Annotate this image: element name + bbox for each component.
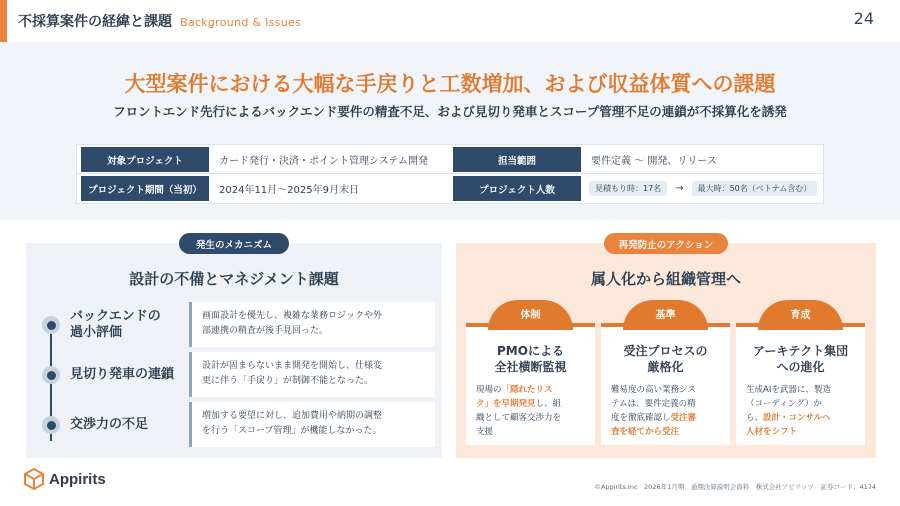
headcount-estimate-pill: 見積もり時：17名 <box>589 181 667 196</box>
highlight-text: 人材をシフト <box>746 427 798 437</box>
footer-note: ©Appirits.Inc 2026年1月期 通期決算説明会資料 株式会社アピリッツ 証券コード：4174 <box>594 483 876 491</box>
timeline-dot-icon <box>42 316 60 334</box>
card-body <box>746 383 861 439</box>
company-logo <box>24 468 106 490</box>
body-text: テムは、要件定義の精 <box>611 399 696 409</box>
headcount-label: プロジェクト人数 <box>453 176 581 201</box>
highlight-text: 査を経てから受注 <box>611 427 680 437</box>
action-card <box>601 309 730 445</box>
cause-description: 設計が固まらないまま開発を開始し、仕様変 更に伴う「手戻り」が制御不能となった。 <box>189 352 435 397</box>
body-text: 度を徹底確認し <box>611 413 671 423</box>
actions-title: 属人化から組織管理へ <box>590 270 741 288</box>
timeline-dot-icon <box>42 366 60 384</box>
header-accent-bar <box>0 0 7 42</box>
card-body <box>611 383 726 439</box>
action-card <box>736 309 865 445</box>
card-body-line <box>476 411 591 425</box>
mechanism-panel <box>26 239 442 458</box>
period-value: 2024年11月〜2025年9月末日 <box>219 185 359 196</box>
action-card <box>466 309 595 445</box>
page-header <box>0 0 900 42</box>
body-text: 難易度の高い業務シス <box>611 385 696 395</box>
main-subtitle: フロントエンド先行によるバックエンド要件の精査不足、および見切り発車とスコープ管理不足の連鎖が不採算化を誘発 <box>113 104 787 119</box>
cause-description: 増加する要望に対し、追加費用や納期の調整 を行う「スコープ管理」が機能しなかった。 <box>189 402 435 447</box>
arrow-right-icon: → <box>675 183 684 194</box>
body-text: 現場の「 <box>476 385 511 395</box>
page-number: 24 <box>853 9 874 28</box>
highlight-text: ク」を早期発見 <box>476 399 536 409</box>
card-title: アーキテクト集団 への進化 <box>752 344 849 374</box>
headcount-max-pill: 最大時：50名（ベトナム含む） <box>692 181 818 196</box>
header-title: 不採算案件の経緯と課題 Background & Issues <box>18 14 302 30</box>
project-info-table <box>76 144 824 204</box>
highlight-text: 受注審 <box>670 413 697 423</box>
card-title: PMOによる 全社横断監視 <box>494 344 567 374</box>
card-body-line <box>476 383 591 397</box>
body-text: し、組 <box>535 399 562 409</box>
cause-description: 画面設計を優先し、複雑な業務ロジックや外 部連携の精査が後手見回った。 <box>189 302 435 347</box>
card-body-line <box>476 425 591 439</box>
card-body-line <box>746 383 861 397</box>
cube-logo-icon <box>24 468 44 490</box>
main-title: 大型案件における大幅な手戻りと工数増加、および収益体質への課題 <box>124 72 776 96</box>
card-body-line <box>476 397 591 411</box>
info-row <box>77 145 825 174</box>
actions-panel <box>456 239 876 458</box>
body-text: ら、 <box>746 413 764 423</box>
mechanism-badge: 発生のメカニズム <box>179 233 289 254</box>
cause-label: バックエンドの 過小評価 <box>70 309 161 340</box>
card-body-line <box>746 397 861 411</box>
card-body <box>476 383 591 439</box>
logo-text: Appirits <box>49 470 106 488</box>
body-text: （コーディング）か <box>746 399 822 409</box>
scope-value: 要件定義 〜 開発、リリース <box>591 156 717 167</box>
body-text: 織として顧客交渉力を <box>476 413 562 423</box>
card-tab: 基準 <box>623 300 708 330</box>
card-body-line <box>611 397 726 411</box>
card-title: 受注プロセスの 厳格化 <box>623 344 708 374</box>
header-subtitle: Background & Issues <box>180 16 302 29</box>
info-row <box>77 174 825 203</box>
actions-badge: 再発防止のアクション <box>604 233 728 254</box>
hero-section <box>0 42 900 220</box>
card-body-line <box>611 383 726 397</box>
highlight-text: 隠れたリス <box>510 385 553 395</box>
card-tab: 育成 <box>758 300 843 330</box>
scope-label: 担当範囲 <box>453 147 581 172</box>
mechanism-title: 設計の不備とマネジメント課題 <box>129 270 339 288</box>
headcount-value <box>589 174 817 203</box>
body-text: 支援 <box>476 427 494 437</box>
period-label: プロジェクト期間（当初） <box>81 176 209 201</box>
project-value: カード発行・決済・ポイント管理システム開発 <box>219 156 428 167</box>
highlight-text: 設計・コンサルへ <box>763 413 831 423</box>
card-body-line <box>611 411 726 425</box>
card-body-line <box>746 425 861 439</box>
card-body-line <box>611 425 726 439</box>
card-tab: 体制 <box>488 300 573 330</box>
card-body-line <box>746 411 861 425</box>
cause-label: 交渉力の不足 <box>70 417 149 432</box>
timeline-dot-icon <box>42 416 60 434</box>
project-label: 対象プロジェクト <box>81 147 209 172</box>
body-text: 生成AIを武器に、製造 <box>746 385 831 395</box>
cause-label: 見切り発車の連鎖 <box>70 367 175 382</box>
